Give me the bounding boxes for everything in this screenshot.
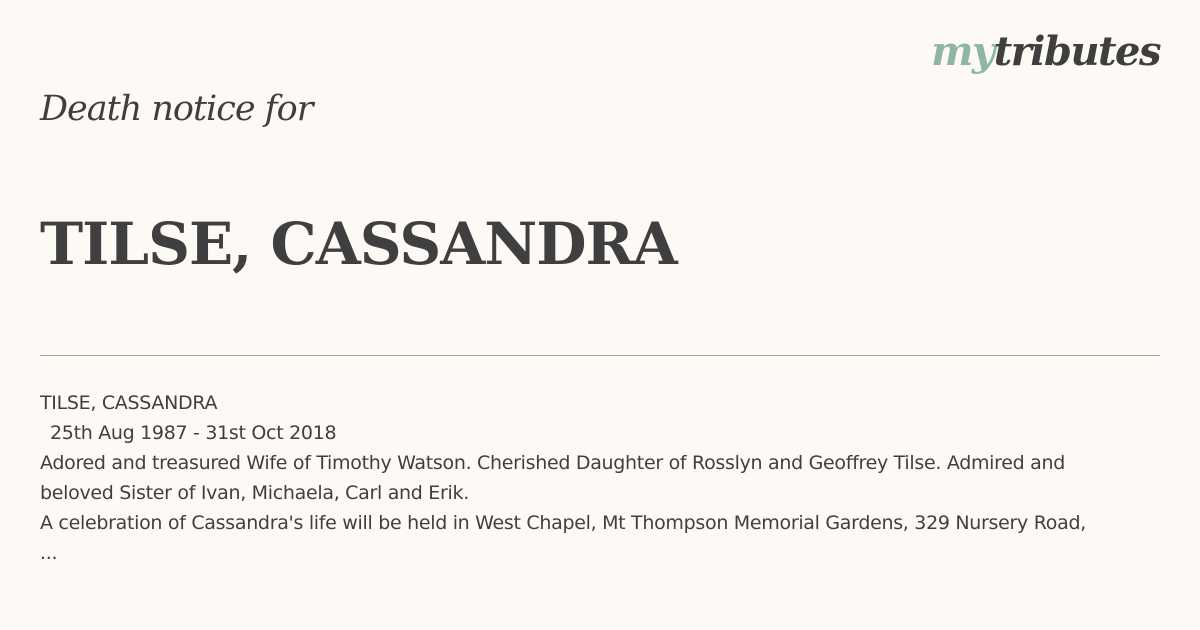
notice-line-dates: 25th Aug 1987 - 31st Oct 2018 (50, 422, 337, 444)
notice-line-ellipsis: ... (40, 542, 58, 564)
notice-text (40, 388, 1160, 568)
logo-tributes: tributes (993, 28, 1160, 75)
mytributes-logo[interactable] (931, 28, 1160, 75)
deceased-name-title: TILSE, CASSANDRA (40, 210, 677, 278)
notice-line-body: Adored and treasured Wife of Timothy Watson. Cherished Daughter of Rosslyn and Geoffrey Tilse. Admired and (40, 452, 1065, 474)
notice-line-body: A celebration of Cassandra's life will be held in West Chapel, Mt Thompson Memorial Gardens, 329 Nursery Road, (40, 512, 1086, 534)
notice-line-name: TILSE, CASSANDRA (40, 392, 218, 414)
notice-type-heading: Death notice for (40, 89, 313, 129)
logo-my: my (931, 28, 994, 75)
notice-line-body: beloved Sister of Ivan, Michaela, Carl and Erik. (40, 482, 469, 504)
divider (40, 355, 1160, 356)
